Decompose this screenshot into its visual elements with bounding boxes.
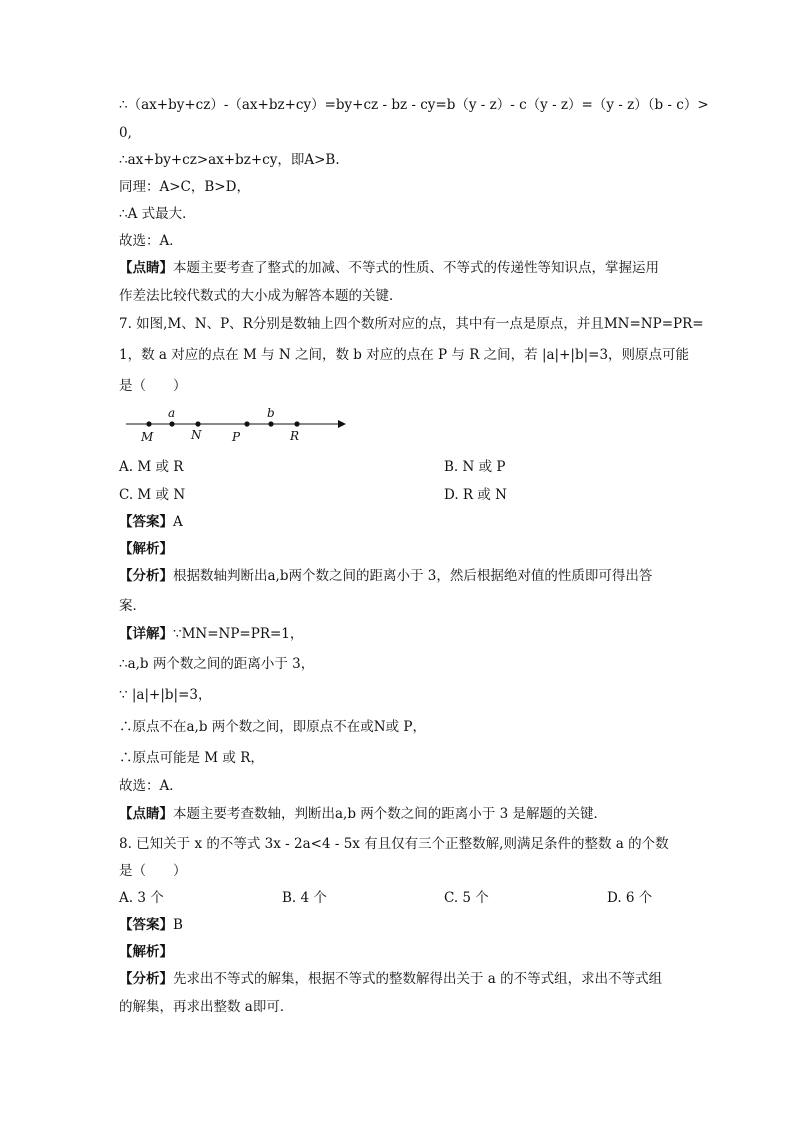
q8-option-a: A. 3 个 [119, 890, 164, 906]
prev-solution-line-6: 故选：A． [119, 233, 183, 249]
label-n: N [191, 428, 202, 442]
point-b [268, 421, 273, 426]
q7-detail-line-5: ∴原点可能是 M 或 R， [119, 750, 264, 766]
prev-comment-line-2: 作差法比较代数式的大小成为解答本题的关键． [119, 288, 403, 304]
q7-option-a: A. M 或 R [119, 459, 184, 475]
q7-detail-line-2: ∴a,b 两个数之间的距离小于 3， [119, 656, 315, 672]
q7-stem-line-2: 1，数 a 对应的点在 M 与 N 之间，数 b 对应的点在 P 与 R 之间，若 |a|+|b|=3，则原点可能 [119, 347, 690, 363]
prev-solution-line-5: ∴A 式最大． [119, 206, 196, 222]
fenxi-text: 先求出不等式的解集，根据不等式的整数解得出关于 a 的不等式组，求出不等式组 [173, 971, 663, 987]
prev-solution-line-3: ∴ax+by+cz>ax+bz+cy，即A>B. [119, 152, 340, 168]
q7-fenxi-line-2: 案． [119, 598, 146, 614]
prev-solution-line-2: 0, [119, 125, 132, 141]
q8-option-d: D. 6 个 [607, 890, 653, 906]
q8-stem-line-2: 是（ ） [119, 863, 187, 879]
comment-text: 本题主要考查了整式的加减、不等式的性质、不等式的传递性等知识点，掌握运用 [173, 260, 659, 276]
label-r: R [290, 429, 300, 443]
q7-stem-line-3: 是（ ） [119, 378, 187, 394]
comment-tag: 【点睛】 [119, 806, 173, 822]
point-a [169, 421, 174, 426]
q7-detail-line-4: ∴原点不在a,b 两个数之间，即原点不在或N或 P， [119, 719, 426, 735]
point-p [244, 421, 249, 426]
q8-stem-line-1: 8. 已知关于 x 的不等式 3x - 2a<4 - 5x 有且仅有三个正整数解,则满足条件的整数 a 的个数 [119, 836, 669, 852]
q7-analysis-tag: 【解析】 [119, 541, 173, 557]
q7-detail-line-6: 故选：A． [119, 778, 183, 794]
answer-value: A [173, 514, 183, 530]
comment-text: 本题主要考查数轴，判断出a,b 两个数之间的距离小于 3 是解题的关键． [173, 806, 607, 822]
detail-tag: 【详解】 [119, 626, 173, 642]
point-r [294, 421, 299, 426]
fenxi-tag: 【分析】 [119, 568, 173, 584]
q8-fenxi-line-1 [119, 970, 662, 988]
q8-option-c: C. 5 个 [444, 890, 489, 906]
q8-answer [119, 916, 183, 934]
answer-tag: 【答案】 [119, 917, 173, 933]
label-m: M [141, 430, 154, 444]
q8-fenxi-line-2: 的解集，再求出整数 a即可． [119, 999, 294, 1015]
answer-tag: 【答案】 [119, 514, 173, 530]
q7-option-b: B. N 或 P [444, 459, 506, 475]
prev-solution-line-1: ∴（ax+by+cz）-（ax+bz+cy）=by+cz - bz - cy=b（y - z）- c（y - z）=（y - z）（b - c）> [119, 97, 709, 113]
q8-option-b: B. 4 个 [282, 890, 327, 906]
q7-fenxi-line-1 [119, 567, 652, 585]
q7-answer [119, 513, 183, 531]
fenxi-tag: 【分析】 [119, 971, 173, 987]
q7-comment [119, 805, 607, 823]
label-a: a [168, 406, 176, 420]
q7-detail-line-1 [119, 625, 303, 643]
prev-comment-line-1 [119, 259, 659, 277]
q7-stem-line-1: 7. 如图,M、N、P、R分别是数轴上四个数所对应的点，其中有一点是原点，并且MN=NP=PR= [119, 316, 704, 332]
q7-option-d: D. R 或 N [444, 487, 507, 503]
comment-tag: 【点睛】 [119, 260, 173, 276]
q8-analysis-tag: 【解析】 [119, 944, 173, 960]
prev-solution-line-4: 同理：A>C，B>D， [119, 179, 250, 195]
label-p: P [232, 430, 241, 444]
label-b: b [267, 406, 275, 420]
detail-text: ∵MN=NP=PR=1， [173, 626, 304, 642]
q7-detail-line-3: ∵ |a|+|b|=3， [119, 687, 212, 703]
q7-option-c: C. M 或 N [119, 487, 186, 503]
point-n [195, 421, 200, 426]
answer-value: B [173, 917, 183, 933]
fenxi-text: 根据数轴判断出a,b两个数之间的距离小于 3，然后根据绝对值的性质即可得出答 [173, 568, 653, 584]
number-line-arrow-icon [338, 420, 346, 428]
point-m [146, 421, 151, 426]
number-line-figure [120, 403, 350, 447]
